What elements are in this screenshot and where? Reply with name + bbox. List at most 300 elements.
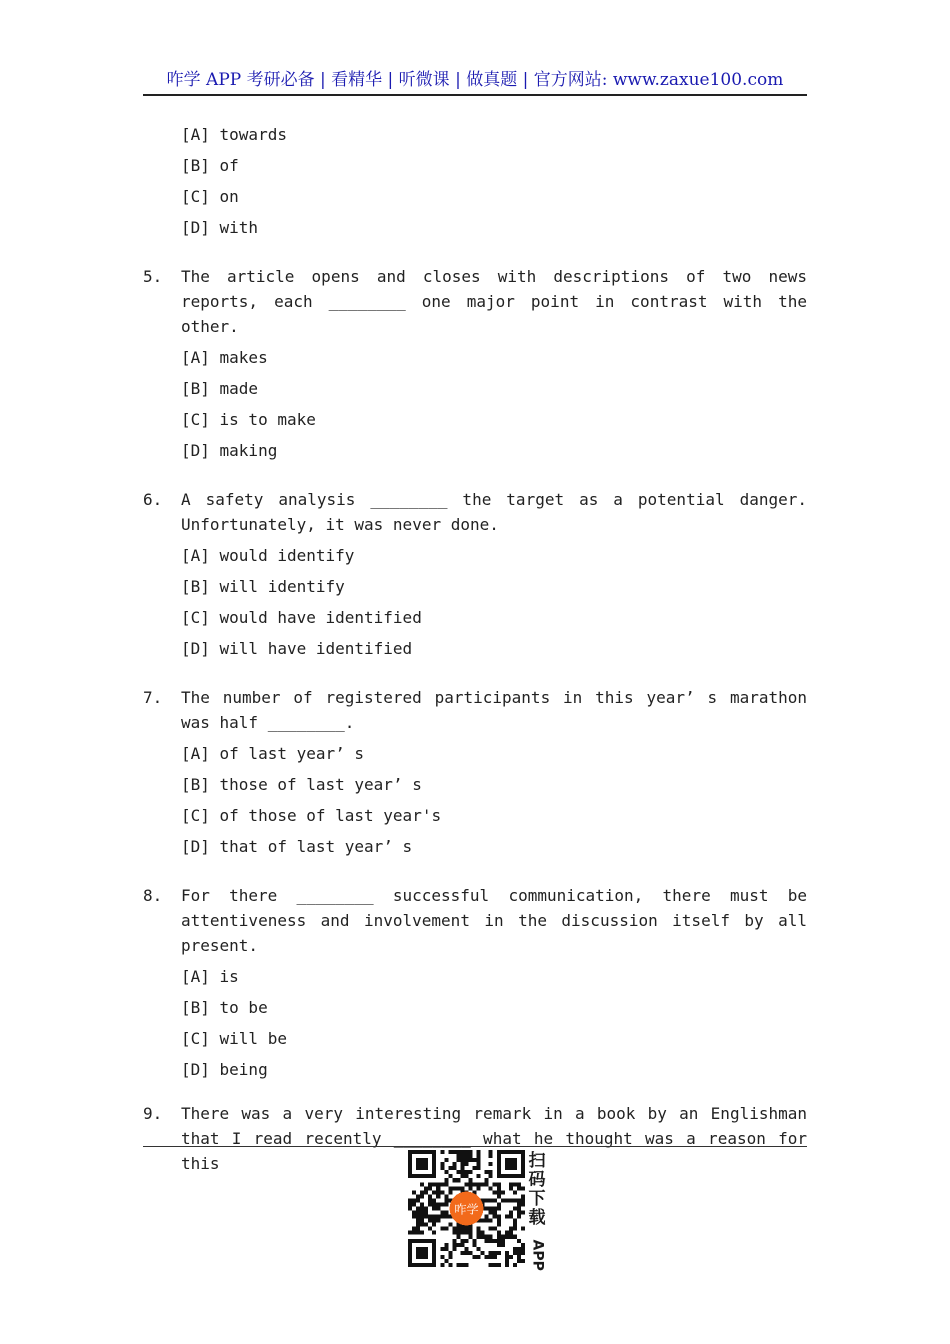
qr-module <box>460 1150 464 1154</box>
qr-module <box>477 1247 481 1251</box>
qr-module <box>420 1255 424 1259</box>
qr-module <box>489 1162 493 1166</box>
qr-module <box>428 1202 432 1206</box>
qr-module <box>448 1174 452 1178</box>
qr-module <box>452 1239 456 1243</box>
options <box>143 543 807 667</box>
question-text: The article opens and closes with descriptions of two news reports, each ________ one major point in contrast with the other. <box>181 267 807 336</box>
qr-module <box>456 1158 460 1162</box>
qr-module <box>408 1251 412 1255</box>
qr-module <box>412 1174 416 1178</box>
qr-module <box>444 1194 448 1198</box>
qr-module <box>521 1158 525 1162</box>
qr-module <box>493 1215 497 1219</box>
qr-module <box>497 1190 501 1194</box>
qr-module <box>505 1158 509 1162</box>
qr-module <box>509 1231 513 1235</box>
question-5 <box>143 264 807 469</box>
qr-module <box>521 1150 525 1154</box>
qr-module <box>420 1174 424 1178</box>
qr-module <box>444 1227 448 1231</box>
qr-module <box>497 1235 501 1239</box>
qr-module <box>428 1263 432 1267</box>
qr-module <box>428 1150 432 1154</box>
qr-module <box>408 1162 412 1166</box>
qr-module <box>428 1215 432 1219</box>
qr-module <box>513 1263 517 1267</box>
qr-module <box>448 1223 452 1227</box>
qr-module <box>473 1166 477 1170</box>
qr-module <box>477 1235 481 1239</box>
option: [D] making <box>181 441 278 460</box>
qr-module <box>477 1150 481 1154</box>
qr-module <box>412 1190 416 1194</box>
qr-module <box>456 1227 460 1231</box>
qr-module <box>469 1150 473 1154</box>
question-8 <box>143 883 807 1088</box>
qr-module <box>517 1150 521 1154</box>
qr-module <box>408 1259 412 1263</box>
qr-module <box>489 1170 493 1174</box>
qr-module <box>473 1243 477 1247</box>
qr-module <box>497 1202 501 1206</box>
qr-module <box>424 1255 428 1259</box>
qr-module <box>521 1259 525 1263</box>
qr-module <box>444 1170 448 1174</box>
qr-module <box>521 1174 525 1178</box>
qr-module <box>464 1150 468 1154</box>
qr-module <box>517 1247 521 1251</box>
qr-module <box>440 1255 444 1259</box>
qr-module <box>416 1255 420 1259</box>
question-number: 6. <box>143 490 163 509</box>
qr-module <box>444 1247 448 1251</box>
qr-module <box>464 1231 468 1235</box>
qr-module <box>432 1198 436 1202</box>
qr-module <box>513 1219 517 1223</box>
qr-module <box>452 1227 456 1231</box>
qr-module <box>420 1247 424 1251</box>
qr-module <box>509 1186 513 1190</box>
qr-module <box>509 1166 513 1170</box>
qr-module <box>412 1227 416 1231</box>
qr-module <box>424 1158 428 1162</box>
qr-module <box>416 1247 420 1251</box>
qr-module <box>408 1243 412 1247</box>
qr-module <box>477 1186 481 1190</box>
qr-module <box>448 1255 452 1259</box>
qr-module <box>456 1186 460 1190</box>
document-body <box>143 122 807 1176</box>
qr-module <box>489 1251 493 1255</box>
qr-module <box>452 1178 456 1182</box>
qr-module <box>493 1198 497 1202</box>
qr-module <box>432 1255 436 1259</box>
question-number: 5. <box>143 267 163 286</box>
qr-module <box>460 1174 464 1178</box>
qr-module <box>513 1247 517 1251</box>
qr-module <box>481 1231 485 1235</box>
qr-module <box>513 1174 517 1178</box>
qr-module <box>485 1255 489 1259</box>
qr-module <box>432 1182 436 1186</box>
qr-module <box>469 1158 473 1162</box>
qr-module <box>444 1198 448 1202</box>
qr-module <box>489 1211 493 1215</box>
qr-module <box>420 1166 424 1170</box>
qr-module <box>432 1231 436 1235</box>
qr-module <box>436 1215 440 1219</box>
qr-module <box>497 1263 501 1267</box>
qr-module <box>521 1198 525 1202</box>
qr-module <box>505 1259 509 1263</box>
qr-module <box>485 1235 489 1239</box>
qr-module <box>420 1206 424 1210</box>
option: [D] being <box>181 1060 268 1079</box>
qr-module <box>501 1150 505 1154</box>
qr-module <box>420 1194 424 1198</box>
options <box>143 741 807 865</box>
qr-module <box>440 1150 444 1154</box>
qr-module <box>521 1186 525 1190</box>
qr-module <box>464 1227 468 1231</box>
qr-module <box>513 1150 517 1154</box>
qr-module <box>469 1231 473 1235</box>
qr-module <box>452 1243 456 1247</box>
option: [A] would identify <box>181 546 355 565</box>
qr-module <box>493 1227 497 1231</box>
scan-download-label <box>527 1151 547 1271</box>
qr-module <box>485 1170 489 1174</box>
option: [A] is <box>181 967 239 986</box>
qr-module <box>477 1182 481 1186</box>
qr-module <box>420 1211 424 1215</box>
qr-module <box>481 1235 485 1239</box>
qr-module <box>493 1255 497 1259</box>
qr-module <box>497 1206 501 1210</box>
qr-module <box>456 1178 460 1182</box>
qr-module <box>505 1235 509 1239</box>
qr-module <box>517 1251 521 1255</box>
question-number: 9. <box>143 1104 163 1123</box>
qr-module <box>440 1202 444 1206</box>
qr-module <box>432 1223 436 1227</box>
qr-module <box>444 1158 448 1162</box>
qr-module <box>469 1186 473 1190</box>
qr-module <box>444 1259 448 1263</box>
qr-module <box>513 1198 517 1202</box>
qr-module <box>464 1162 468 1166</box>
qr-module <box>436 1202 440 1206</box>
qr-module <box>485 1219 489 1223</box>
qr-module <box>412 1215 416 1219</box>
qr-module <box>440 1182 444 1186</box>
qr-module <box>412 1202 416 1206</box>
qr-module <box>505 1231 509 1235</box>
qr-module <box>464 1263 468 1267</box>
qr-module <box>509 1162 513 1166</box>
qr-module <box>432 1247 436 1251</box>
option: [D] that of last year’ s <box>181 837 413 856</box>
qr-module <box>509 1227 513 1231</box>
header-text: 咋学 APP 考研必备 | 看精华 | 听微课 | 做真题 | 官方网站: www.zaxue100.com <box>166 70 784 90</box>
option: [B] to be <box>181 998 268 1017</box>
option: [B] those of last year’ s <box>181 775 422 794</box>
qr-module <box>464 1247 468 1251</box>
qr-module <box>464 1170 468 1174</box>
qr-module <box>517 1206 521 1210</box>
qr-module <box>424 1251 428 1255</box>
qr-module <box>460 1243 464 1247</box>
qr-module <box>513 1158 517 1162</box>
qr-module <box>517 1202 521 1206</box>
qr-module <box>412 1231 416 1235</box>
qr-module <box>408 1206 412 1210</box>
qr-module <box>428 1227 432 1231</box>
qr-module <box>428 1239 432 1243</box>
qr-module <box>505 1263 509 1267</box>
scan-char: 码 <box>528 1170 546 1190</box>
qr-module <box>509 1211 513 1215</box>
option: [A] towards <box>181 125 287 144</box>
question-number: 8. <box>143 886 163 905</box>
qr-module <box>408 1170 412 1174</box>
qr-module <box>493 1190 497 1194</box>
qr-module <box>436 1206 440 1210</box>
qr-module <box>469 1154 473 1158</box>
qr-module <box>452 1247 456 1251</box>
qr-module <box>485 1215 489 1219</box>
qr-module <box>509 1255 513 1259</box>
qr-module <box>477 1174 481 1178</box>
qr-module <box>416 1198 420 1202</box>
qr-module <box>521 1243 525 1247</box>
qr-module <box>432 1150 436 1154</box>
qr-module <box>489 1255 493 1259</box>
qr-module <box>501 1243 505 1247</box>
qr-module <box>464 1174 468 1178</box>
qr-module <box>464 1251 468 1255</box>
page-header <box>143 66 807 96</box>
qr-module <box>424 1162 428 1166</box>
qr-module <box>416 1166 420 1170</box>
qr-module <box>493 1206 497 1210</box>
qr-module <box>497 1223 501 1227</box>
qr-module <box>420 1219 424 1223</box>
qr-module <box>509 1198 513 1202</box>
question-6 <box>143 487 807 667</box>
qr-module <box>497 1154 501 1158</box>
qr-module <box>509 1235 513 1239</box>
qr-module <box>477 1255 481 1259</box>
qr-module <box>509 1150 513 1154</box>
qr-module <box>477 1162 481 1166</box>
qr-module <box>408 1198 412 1202</box>
qr-module <box>513 1166 517 1170</box>
qr-module <box>408 1174 412 1178</box>
question-text: There was a very interesting remark in a book by an Englishman that I read recently ________ what he thought was a reason for this <box>181 1104 807 1173</box>
qr-module <box>408 1202 412 1206</box>
qr-module <box>497 1194 501 1198</box>
qr-module <box>420 1251 424 1255</box>
qr-module <box>489 1263 493 1267</box>
qr-module <box>424 1215 428 1219</box>
qr-module <box>428 1194 432 1198</box>
qr-module <box>420 1190 424 1194</box>
qr-module <box>489 1150 493 1154</box>
qr-module <box>432 1202 436 1206</box>
qr-module <box>432 1154 436 1158</box>
footer-divider <box>143 1146 807 1147</box>
qr-module <box>440 1162 444 1166</box>
qr-module <box>432 1219 436 1223</box>
qr-module <box>513 1162 517 1166</box>
qr-module <box>460 1239 464 1243</box>
qr-module <box>497 1231 501 1235</box>
qr-module <box>440 1263 444 1267</box>
qr-module <box>460 1227 464 1231</box>
qr-module <box>489 1235 493 1239</box>
qr-module <box>420 1231 424 1235</box>
qr-module <box>477 1158 481 1162</box>
question-text: The number of registered participants in this year’ s marathon was half ________. <box>181 688 807 732</box>
qr-module <box>497 1182 501 1186</box>
qr-module <box>497 1162 501 1166</box>
qr-module <box>513 1227 517 1231</box>
qr-module <box>432 1162 436 1166</box>
qr-module <box>436 1182 440 1186</box>
qr-module <box>428 1186 432 1190</box>
option: [B] will identify <box>181 577 345 596</box>
qr-module <box>460 1231 464 1235</box>
qr-module <box>521 1211 525 1215</box>
qr-module <box>477 1166 481 1170</box>
qr-module <box>513 1182 517 1186</box>
option: [A] of last year’ s <box>181 744 365 763</box>
qr-module <box>497 1219 501 1223</box>
option: [D] with <box>181 218 259 237</box>
qr-module <box>460 1166 464 1170</box>
qr-module <box>444 1243 448 1247</box>
qr-module <box>485 1239 489 1243</box>
option: [C] on <box>181 187 239 206</box>
qr-code <box>408 1150 525 1267</box>
qr-module <box>432 1190 436 1194</box>
qr-module <box>448 1166 452 1170</box>
qr-module <box>521 1170 525 1174</box>
qr-module <box>501 1174 505 1178</box>
qr-module <box>448 1251 452 1255</box>
qr-module <box>416 1174 420 1178</box>
qr-module <box>477 1154 481 1158</box>
qr-module <box>452 1166 456 1170</box>
qr-module <box>517 1239 521 1243</box>
qr-module <box>489 1239 493 1243</box>
qr-module <box>424 1247 428 1251</box>
qr-module <box>412 1211 416 1215</box>
qr-module <box>493 1263 497 1267</box>
qr-module <box>452 1186 456 1190</box>
qr-module <box>469 1178 473 1182</box>
qr-module <box>469 1251 473 1255</box>
qr-module <box>477 1227 481 1231</box>
qr-module <box>428 1219 432 1223</box>
qr-module <box>408 1150 412 1154</box>
qr-module <box>416 1223 420 1227</box>
qr-module <box>517 1174 521 1178</box>
qr-module <box>456 1231 460 1235</box>
qr-module <box>501 1190 505 1194</box>
qr-module <box>481 1251 485 1255</box>
qr-module <box>521 1162 525 1166</box>
qr-module <box>416 1194 420 1198</box>
option: [D] will have identified <box>181 639 413 658</box>
qr-module <box>416 1227 420 1231</box>
qr-module <box>432 1259 436 1263</box>
qr-module <box>521 1166 525 1170</box>
option: [C] would have identified <box>181 608 422 627</box>
qr-module <box>509 1158 513 1162</box>
qr-module <box>444 1202 448 1206</box>
qr-module <box>505 1198 509 1202</box>
qr-module <box>436 1194 440 1198</box>
qr-module <box>501 1198 505 1202</box>
qr-module <box>497 1158 501 1162</box>
options <box>143 964 807 1088</box>
qr-module <box>493 1182 497 1186</box>
qr-module <box>420 1150 424 1154</box>
qr-module <box>424 1239 428 1243</box>
option: [C] will be <box>181 1029 287 1048</box>
qr-module <box>497 1215 501 1219</box>
qr-module <box>489 1219 493 1223</box>
qr-module <box>416 1158 420 1162</box>
qr-module <box>424 1263 428 1267</box>
qr-module <box>416 1231 420 1235</box>
qr-module <box>473 1255 477 1259</box>
qr-module <box>424 1206 428 1210</box>
qr-module <box>481 1219 485 1223</box>
qr-module <box>485 1182 489 1186</box>
qr-module <box>440 1247 444 1251</box>
qr-module <box>408 1154 412 1158</box>
qr-module <box>460 1154 464 1158</box>
qr-module <box>440 1227 444 1231</box>
qr-module <box>485 1206 489 1210</box>
qr-module <box>456 1263 460 1267</box>
qr-module <box>497 1239 501 1243</box>
qr-module <box>420 1182 424 1186</box>
qr-module <box>473 1239 477 1243</box>
qr-module <box>469 1227 473 1231</box>
qr-module <box>489 1206 493 1210</box>
qr-module <box>408 1166 412 1170</box>
qr-module <box>452 1162 456 1166</box>
qr-module <box>513 1235 517 1239</box>
qr-module <box>505 1251 509 1255</box>
qr-module <box>432 1243 436 1247</box>
qr-module <box>432 1166 436 1170</box>
qr-module <box>460 1186 464 1190</box>
qr-module <box>416 1219 420 1223</box>
qr-module <box>456 1170 460 1174</box>
option: [C] is to make <box>181 410 316 429</box>
qr-module <box>424 1190 428 1194</box>
qr-module <box>424 1174 428 1178</box>
qr-module <box>509 1182 513 1186</box>
qr-module <box>460 1162 464 1166</box>
question-7 <box>143 685 807 865</box>
